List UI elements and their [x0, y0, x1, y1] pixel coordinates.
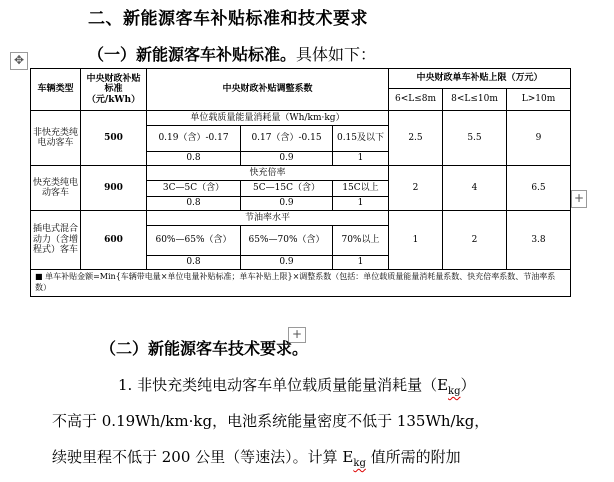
- coeff-value: 1: [333, 152, 389, 166]
- cap-value: 6.5: [507, 166, 571, 211]
- paragraph-line-1: [118, 374, 476, 397]
- metric-range: 70%以上: [333, 226, 389, 256]
- cap-value: 5.5: [443, 111, 507, 166]
- metric-label: 单位载质量能量消耗量（Wh/km·kg）: [147, 111, 389, 126]
- add-column-button[interactable]: +: [571, 190, 587, 208]
- cap-value: 9: [507, 111, 571, 166]
- header-cap: 中央财政单车补贴上限（万元）: [389, 69, 571, 89]
- paragraph-text: ）: [460, 376, 476, 394]
- header-cap-col: 6<L≤8m: [389, 89, 443, 111]
- cap-value: 2: [389, 166, 443, 211]
- table-note: ■ 单车补贴金额=Min{车辆带电量×单位电量补贴标准；单车补贴上限}×调整系数（包括：单位载质量能量消耗量系数、快充倍率系数、节油率系数）: [31, 270, 571, 297]
- table-move-handle-icon[interactable]: ✥: [10, 52, 28, 70]
- vehicle-type: 插电式混合动力（含增程式）客车: [31, 211, 81, 270]
- metric-range: 0.17（含）-0.15: [241, 126, 333, 152]
- central-standard: 500: [81, 111, 147, 166]
- paragraph-text: 1. 非快充类纯电动客车单位载质量能量消耗量（E: [118, 376, 449, 394]
- coeff-value: 0.8: [147, 152, 241, 166]
- metric-range: 3C—5C（含）: [147, 181, 241, 197]
- coeff-value: 0.9: [241, 152, 333, 166]
- cap-value: 1: [389, 211, 443, 270]
- header-vehicle-type: 车辆类型: [31, 69, 81, 111]
- metric-range: 65%—70%（含）: [241, 226, 333, 256]
- vehicle-type: 非快充类纯电动客车: [31, 111, 81, 166]
- paragraph-text: 续驶里程不低于 200 公里（等速法）。计算 E: [52, 448, 354, 466]
- subsidy-table: [30, 68, 571, 297]
- coeff-value: 0.8: [147, 197, 241, 211]
- coeff-value: 0.9: [241, 256, 333, 270]
- metric-label: 节油率水平: [147, 211, 389, 226]
- coeff-value: 1: [333, 197, 389, 211]
- cap-value: 4: [443, 166, 507, 211]
- metric-range: 0.19（含）-0.17: [147, 126, 241, 152]
- header-cap-col: L>10m: [507, 89, 571, 111]
- coeff-value: 1: [333, 256, 389, 270]
- paragraph-line-2: 不高于 0.19Wh/km·kg，电池系统能量密度不低于 135Wh/kg，: [52, 412, 490, 430]
- metric-range: 15C以上: [333, 181, 389, 197]
- vehicle-type: 快充类纯电动客车: [31, 166, 81, 211]
- section-heading: 二、新能源客车补贴标准和技术要求: [88, 9, 368, 29]
- cap-value: 2.5: [389, 111, 443, 166]
- metric-range: 5C—15C（含）: [241, 181, 333, 197]
- subsection-heading: [88, 42, 376, 65]
- paragraph-text: 值所需的附加: [365, 448, 461, 466]
- cap-value: 2: [443, 211, 507, 270]
- metric-range: 0.15及以下: [333, 126, 389, 152]
- ekg-subscript: kg: [448, 386, 461, 397]
- header-adjust-coeff: 中央财政补贴调整系数: [147, 69, 389, 111]
- central-standard: 600: [81, 211, 147, 270]
- subsection-title: （一）新能源客车补贴标准。: [88, 45, 297, 64]
- section2-heading: （二）新能源客车技术要求。: [100, 339, 309, 358]
- add-row-button[interactable]: +: [288, 327, 306, 343]
- coeff-value: 0.9: [241, 197, 333, 211]
- metric-range: 60%—65%（含）: [147, 226, 241, 256]
- ekg-subscript: kg: [353, 458, 366, 469]
- central-standard: 900: [81, 166, 147, 211]
- metric-label: 快充倍率: [147, 166, 389, 181]
- paragraph-line-3: [52, 446, 461, 469]
- header-central-standard: 中央财政补贴标准（元/kWh）: [81, 69, 147, 111]
- subsection-suffix: 具体如下：: [296, 45, 377, 64]
- coeff-value: 0.8: [147, 256, 241, 270]
- cap-value: 3.8: [507, 211, 571, 270]
- header-cap-col: 8<L≤10m: [443, 89, 507, 111]
